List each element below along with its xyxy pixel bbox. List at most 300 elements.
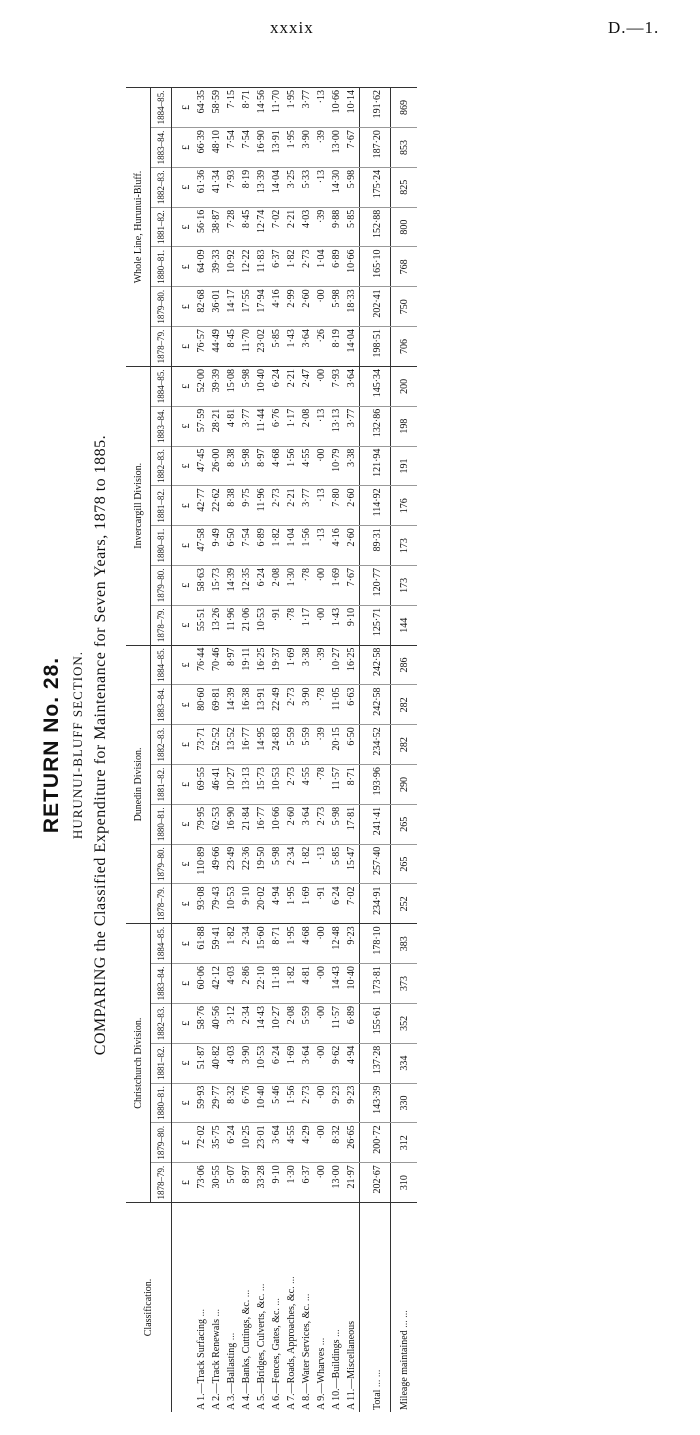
value-cell: ·13 xyxy=(314,406,329,446)
table-row xyxy=(254,88,269,1413)
value-cell: 13·13 xyxy=(239,765,254,805)
currency-symbol: £ xyxy=(172,406,195,446)
value-cell: 79·95 xyxy=(194,804,209,844)
value-cell: 1·69 xyxy=(299,884,314,924)
row-label-text: A 5.—Bridges, Culverts, &c. xyxy=(256,1293,267,1410)
value-cell: 11·96 xyxy=(224,605,239,645)
value-cell: 8·45 xyxy=(224,327,239,367)
value-cell: 2·47 xyxy=(299,366,314,406)
value-cell: 1·95 xyxy=(284,924,299,964)
value-cell: 145·34 xyxy=(360,366,391,406)
value-cell: 15·47 xyxy=(344,844,360,884)
value-cell: 3·64 xyxy=(299,1043,314,1083)
value-cell: 13·00 xyxy=(329,128,344,168)
value-cell: 155·61 xyxy=(360,1003,391,1043)
value-cell: 1·56 xyxy=(284,446,299,486)
value-cell: 2·73 xyxy=(299,1083,314,1123)
value-cell: 16·25 xyxy=(254,645,269,685)
value-cell: 9·10 xyxy=(239,884,254,924)
value-cell: 80·60 xyxy=(194,685,209,725)
value-cell: 28·21 xyxy=(209,406,224,446)
value-cell: 10·53 xyxy=(254,1043,269,1083)
currency-symbol: £ xyxy=(172,964,195,1004)
value-cell: 1·95 xyxy=(284,884,299,924)
value-cell: 33·28 xyxy=(254,1163,269,1203)
value-cell: 42·12 xyxy=(209,964,224,1004)
row-label-text: A 1.—Track Surfacing xyxy=(196,1318,207,1410)
value-cell: 6·24 xyxy=(224,1123,239,1163)
currency-row-label xyxy=(172,1203,195,1413)
value-cell: 4·03 xyxy=(224,964,239,1004)
value-cell: 310 xyxy=(391,1163,418,1203)
leader-dots: ... xyxy=(241,1289,252,1298)
value-cell: ·13 xyxy=(314,88,329,128)
value-cell: 16·90 xyxy=(224,804,239,844)
value-cell: ·78 xyxy=(314,765,329,805)
value-cell: 13·26 xyxy=(209,605,224,645)
value-cell: ·00 xyxy=(314,566,329,606)
value-cell: 9·23 xyxy=(344,924,360,964)
section-title: HURUNUI-BLUFF SECTION. xyxy=(70,650,85,840)
value-cell: 52·00 xyxy=(194,366,209,406)
value-cell: 13·39 xyxy=(254,167,269,207)
value-cell: 173 xyxy=(391,566,418,606)
table-subtitle: COMPARING the Classified Expenditure for Maintenance for Seven Years, 1878 to 1885. xyxy=(92,434,109,1056)
value-cell: 1·69 xyxy=(284,645,299,685)
value-cell: ·00 xyxy=(314,1003,329,1043)
row-label xyxy=(209,1203,224,1413)
value-cell: 1·43 xyxy=(329,605,344,645)
value-cell: ·39 xyxy=(314,645,329,685)
value-cell: 125·71 xyxy=(360,605,391,645)
value-cell: 44·49 xyxy=(209,327,224,367)
leader-dots: ... xyxy=(316,1337,327,1346)
value-cell: ·39 xyxy=(314,128,329,168)
value-cell: 9·10 xyxy=(269,1163,284,1203)
value-cell: 58·76 xyxy=(194,1003,209,1043)
value-cell: 5·98 xyxy=(329,287,344,327)
value-cell: ·00 xyxy=(314,366,329,406)
year-header: 1884–85. xyxy=(151,88,172,128)
row-label xyxy=(224,1203,239,1413)
value-cell: 16·77 xyxy=(254,804,269,844)
value-cell: 234·52 xyxy=(360,725,391,765)
value-cell: 1·82 xyxy=(284,247,299,287)
value-cell: 79·43 xyxy=(209,884,224,924)
value-cell: 4·16 xyxy=(329,526,344,566)
value-cell: 13·91 xyxy=(254,685,269,725)
row-label xyxy=(239,1203,254,1413)
value-cell: 282 xyxy=(391,725,418,765)
currency-symbol: £ xyxy=(172,566,195,606)
value-cell: 2·73 xyxy=(269,486,284,526)
value-cell: 1·56 xyxy=(299,526,314,566)
value-cell: 12·74 xyxy=(254,207,269,247)
value-cell: 2·08 xyxy=(269,566,284,606)
value-cell: 23·01 xyxy=(254,1123,269,1163)
row-label xyxy=(314,1203,329,1413)
table-row xyxy=(284,88,299,1413)
value-cell: 2·34 xyxy=(239,1003,254,1043)
row-label-text: A 3.—Ballasting xyxy=(226,1342,237,1410)
value-cell: 853 xyxy=(391,128,418,168)
value-cell: 6·24 xyxy=(254,566,269,606)
value-cell: 10·40 xyxy=(344,964,360,1004)
value-cell: 3·25 xyxy=(284,167,299,207)
currency-symbol: £ xyxy=(172,526,195,566)
value-cell: 3·12 xyxy=(224,1003,239,1043)
currency-symbol: £ xyxy=(172,1123,195,1163)
row-label-text: A 11.—Miscellaneous xyxy=(346,1320,357,1410)
value-cell: 5·85 xyxy=(329,844,344,884)
value-cell: ·26 xyxy=(314,327,329,367)
value-cell: ·13 xyxy=(314,844,329,884)
currency-symbol: £ xyxy=(172,765,195,805)
value-cell: 40·56 xyxy=(209,1003,224,1043)
value-cell: 55·51 xyxy=(194,605,209,645)
currency-symbol: £ xyxy=(172,1163,195,1203)
value-cell: 110·89 xyxy=(194,844,209,884)
year-header: 1878–79. xyxy=(151,327,172,367)
value-cell: 5·33 xyxy=(299,167,314,207)
value-cell: 3·38 xyxy=(344,446,360,486)
row-label xyxy=(360,1203,391,1413)
page-number: xxxix xyxy=(270,18,314,37)
value-cell: 286 xyxy=(391,645,418,685)
value-cell: 58·63 xyxy=(194,566,209,606)
year-header: 1880–81. xyxy=(151,526,172,566)
value-cell: 241·41 xyxy=(360,804,391,844)
value-cell: 82·68 xyxy=(194,287,209,327)
value-cell: 191·62 xyxy=(360,88,391,128)
value-cell: 8·97 xyxy=(254,446,269,486)
currency-symbol: £ xyxy=(172,804,195,844)
value-cell: 11·96 xyxy=(254,486,269,526)
value-cell: 22·62 xyxy=(209,486,224,526)
table-row xyxy=(224,88,239,1413)
value-cell: 10·66 xyxy=(269,804,284,844)
value-cell: 7·02 xyxy=(269,207,284,247)
value-cell: 5·98 xyxy=(239,366,254,406)
value-cell: 3·64 xyxy=(299,327,314,367)
table-row xyxy=(269,88,284,1413)
value-cell: 9·23 xyxy=(329,1083,344,1123)
value-cell: ·00 xyxy=(314,605,329,645)
value-cell: 9·75 xyxy=(239,486,254,526)
currency-symbol: £ xyxy=(172,645,195,685)
value-cell: 14·04 xyxy=(269,167,284,207)
leader-dots: ... ... xyxy=(398,1310,410,1328)
value-cell: 19·37 xyxy=(269,645,284,685)
value-cell: 48·10 xyxy=(209,128,224,168)
year-header: 1878–79. xyxy=(151,605,172,645)
value-cell: 7·15 xyxy=(224,88,239,128)
leader-dots: ... xyxy=(271,1298,282,1306)
value-cell: 114·92 xyxy=(360,486,391,526)
value-cell: 1·30 xyxy=(284,566,299,606)
value-cell: 9·88 xyxy=(329,207,344,247)
value-cell: 4·55 xyxy=(299,765,314,805)
table-row xyxy=(344,88,360,1413)
value-cell: 12·22 xyxy=(239,247,254,287)
value-cell: 5·59 xyxy=(284,725,299,765)
value-cell: 8·71 xyxy=(344,765,360,805)
rotated-content xyxy=(30,70,670,1420)
value-cell: 1·43 xyxy=(284,327,299,367)
value-cell: 4·68 xyxy=(299,924,314,964)
value-cell: 5·98 xyxy=(239,446,254,486)
table-row xyxy=(239,88,254,1413)
value-cell: 120·77 xyxy=(360,566,391,606)
value-cell: 13·52 xyxy=(224,725,239,765)
value-cell: ·91 xyxy=(269,605,284,645)
value-cell: 1·82 xyxy=(299,844,314,884)
mileage-row xyxy=(391,88,418,1413)
value-cell: 8·45 xyxy=(239,207,254,247)
value-cell: 11·05 xyxy=(329,685,344,725)
value-cell: 14·04 xyxy=(344,327,360,367)
currency-symbol: £ xyxy=(172,1043,195,1083)
value-cell: 11·18 xyxy=(269,964,284,1004)
value-cell: 8·38 xyxy=(224,446,239,486)
value-cell: 257·40 xyxy=(360,844,391,884)
value-cell: 59·41 xyxy=(209,924,224,964)
value-cell: 10·27 xyxy=(329,645,344,685)
value-cell: 19·50 xyxy=(254,844,269,884)
year-header: 1881–82. xyxy=(151,1043,172,1083)
value-cell: 8·97 xyxy=(239,1163,254,1203)
value-cell: 60·06 xyxy=(194,964,209,1004)
value-cell: 46·41 xyxy=(209,765,224,805)
table-row xyxy=(194,88,209,1413)
value-cell: 10·25 xyxy=(239,1123,254,1163)
value-cell: 5·46 xyxy=(269,1083,284,1123)
year-header: 1878–79. xyxy=(151,1163,172,1203)
leader-dots: ... xyxy=(196,1308,207,1317)
value-cell: 19·11 xyxy=(239,645,254,685)
value-cell: 26·65 xyxy=(344,1123,360,1163)
year-header: 1878–79. xyxy=(151,884,172,924)
year-header: 1883–84. xyxy=(151,406,172,446)
currency-symbol: £ xyxy=(172,884,195,924)
value-cell: 16·90 xyxy=(254,128,269,168)
row-label xyxy=(329,1203,344,1413)
value-cell: 8·71 xyxy=(239,88,254,128)
value-cell: 768 xyxy=(391,247,418,287)
value-cell: 10·53 xyxy=(269,765,284,805)
value-cell: 330 xyxy=(391,1083,418,1123)
value-cell: 8·97 xyxy=(224,645,239,685)
year-header: 1879–80. xyxy=(151,1123,172,1163)
currency-symbol: £ xyxy=(172,486,195,526)
value-cell: 21·97 xyxy=(344,1163,360,1203)
value-cell: 5·85 xyxy=(344,207,360,247)
value-cell: 14·39 xyxy=(224,566,239,606)
value-cell: 64·09 xyxy=(194,247,209,287)
value-cell: 38·87 xyxy=(209,207,224,247)
value-cell: 47·45 xyxy=(194,446,209,486)
value-cell: 23·49 xyxy=(224,844,239,884)
division-header: Dunedin Division. xyxy=(126,645,151,924)
value-cell: 1·17 xyxy=(299,605,314,645)
value-cell: 132·86 xyxy=(360,406,391,446)
value-cell: 24·83 xyxy=(269,725,284,765)
leader-dots: ... xyxy=(256,1283,267,1292)
value-cell: 334 xyxy=(391,1043,418,1083)
year-header: 1884–85. xyxy=(151,366,172,406)
value-cell: 20·15 xyxy=(329,725,344,765)
value-cell: 22·49 xyxy=(269,685,284,725)
value-cell: 1·17 xyxy=(284,406,299,446)
value-cell: 4·29 xyxy=(299,1123,314,1163)
value-cell: 2·60 xyxy=(284,804,299,844)
currency-symbol: £ xyxy=(172,207,195,247)
value-cell: ·00 xyxy=(314,1123,329,1163)
value-cell: 61·36 xyxy=(194,167,209,207)
currency-symbol: £ xyxy=(172,685,195,725)
value-cell: 17·55 xyxy=(239,287,254,327)
value-cell: 4·55 xyxy=(299,446,314,486)
value-cell: 6·63 xyxy=(344,685,360,725)
value-cell: 2·60 xyxy=(344,526,360,566)
value-cell: 6·37 xyxy=(269,247,284,287)
value-cell: 9·10 xyxy=(344,605,360,645)
value-cell: 7·54 xyxy=(239,526,254,566)
year-header: 1879–80. xyxy=(151,287,172,327)
row-label xyxy=(284,1203,299,1413)
value-cell: 1·82 xyxy=(224,924,239,964)
value-cell: 121·94 xyxy=(360,446,391,486)
value-cell: 1·30 xyxy=(284,1163,299,1203)
value-cell: 13·91 xyxy=(269,128,284,168)
value-cell: 13·00 xyxy=(329,1163,344,1203)
value-cell: 14·17 xyxy=(224,287,239,327)
value-cell: 70·46 xyxy=(209,645,224,685)
row-label-text: A 9.—Wharves xyxy=(316,1347,327,1410)
value-cell: 40·82 xyxy=(209,1043,224,1083)
value-cell: 10·53 xyxy=(224,884,239,924)
value-cell: 4·68 xyxy=(269,446,284,486)
value-cell: 8·32 xyxy=(329,1123,344,1163)
value-cell: 64·35 xyxy=(194,88,209,128)
year-header: 1882–83. xyxy=(151,167,172,207)
value-cell: ·00 xyxy=(314,1083,329,1123)
value-cell: 1·04 xyxy=(314,247,329,287)
value-cell: 6·76 xyxy=(269,406,284,446)
value-cell: 200·72 xyxy=(360,1123,391,1163)
value-cell: 5·98 xyxy=(269,844,284,884)
value-cell: 15·08 xyxy=(224,366,239,406)
value-cell: 242·58 xyxy=(360,645,391,685)
value-cell: 11·70 xyxy=(239,327,254,367)
value-cell: 10·27 xyxy=(269,1003,284,1043)
table-row xyxy=(299,88,314,1413)
year-header: 1884–85. xyxy=(151,924,172,964)
value-cell: 16·38 xyxy=(239,685,254,725)
value-cell: 4·55 xyxy=(284,1123,299,1163)
value-cell: 9·23 xyxy=(344,1083,360,1123)
value-cell: 3·90 xyxy=(299,685,314,725)
value-cell: 1·82 xyxy=(284,964,299,1004)
leader-dots: ... xyxy=(331,1329,342,1337)
value-cell: 69·81 xyxy=(209,685,224,725)
value-cell: 93·08 xyxy=(194,884,209,924)
division-header: Whole Line, Hurunui-Bluff. xyxy=(126,88,151,367)
currency-symbol: £ xyxy=(172,605,195,645)
total-row xyxy=(360,88,391,1413)
value-cell: 8·32 xyxy=(224,1083,239,1123)
value-cell: ·39 xyxy=(314,207,329,247)
value-cell: ·91 xyxy=(314,884,329,924)
expenditure-table xyxy=(126,87,417,1412)
division-header-row xyxy=(126,88,151,1413)
currency-symbol: £ xyxy=(172,167,195,207)
value-cell: 750 xyxy=(391,287,418,327)
value-cell: 16·77 xyxy=(239,725,254,765)
value-cell: 73·06 xyxy=(194,1163,209,1203)
rotated-table-area xyxy=(30,70,670,1420)
currency-symbol: £ xyxy=(172,327,195,367)
value-cell: 2·34 xyxy=(284,844,299,884)
row-label xyxy=(269,1203,284,1413)
row-label xyxy=(344,1203,360,1413)
value-cell: 57·59 xyxy=(194,406,209,446)
value-cell: 4·94 xyxy=(344,1043,360,1083)
value-cell: 2·86 xyxy=(239,964,254,1004)
value-cell: 59·93 xyxy=(194,1083,209,1123)
value-cell: 2·60 xyxy=(299,287,314,327)
value-cell: 20·02 xyxy=(254,884,269,924)
value-cell: 42·77 xyxy=(194,486,209,526)
value-cell: 282 xyxy=(391,685,418,725)
value-cell: 10·14 xyxy=(344,88,360,128)
value-cell: 2·73 xyxy=(284,765,299,805)
value-cell: 5·98 xyxy=(344,167,360,207)
value-cell: 4·16 xyxy=(269,287,284,327)
value-cell: 76·44 xyxy=(194,645,209,685)
currency-symbol: £ xyxy=(172,1003,195,1043)
value-cell: 56·16 xyxy=(194,207,209,247)
value-cell: 373 xyxy=(391,964,418,1004)
year-header: 1882–83. xyxy=(151,446,172,486)
value-cell: 3·64 xyxy=(299,804,314,844)
value-cell: 242·58 xyxy=(360,685,391,725)
value-cell: 21·84 xyxy=(239,804,254,844)
value-cell: 200 xyxy=(391,366,418,406)
value-cell: 51·87 xyxy=(194,1043,209,1083)
value-cell: 175·24 xyxy=(360,167,391,207)
value-cell: 7·67 xyxy=(344,566,360,606)
value-cell: 7·54 xyxy=(224,128,239,168)
classification-header: Classification. xyxy=(126,1203,172,1413)
value-cell: ·78 xyxy=(299,566,314,606)
return-number-title: RETURN No. 28. xyxy=(40,656,63,834)
value-cell: 1·95 xyxy=(284,88,299,128)
value-cell: 152·88 xyxy=(360,207,391,247)
currency-symbol: £ xyxy=(172,287,195,327)
row-label xyxy=(194,1203,209,1413)
value-cell: 17·94 xyxy=(254,287,269,327)
value-cell: 2·73 xyxy=(299,247,314,287)
row-label xyxy=(299,1203,314,1413)
value-cell: 2·08 xyxy=(299,406,314,446)
value-cell: 825 xyxy=(391,167,418,207)
value-cell: 17·81 xyxy=(344,804,360,844)
value-cell: 1·56 xyxy=(284,1083,299,1123)
value-cell: 76·57 xyxy=(194,327,209,367)
value-cell: 2·08 xyxy=(284,1003,299,1043)
year-header: 1881–82. xyxy=(151,486,172,526)
